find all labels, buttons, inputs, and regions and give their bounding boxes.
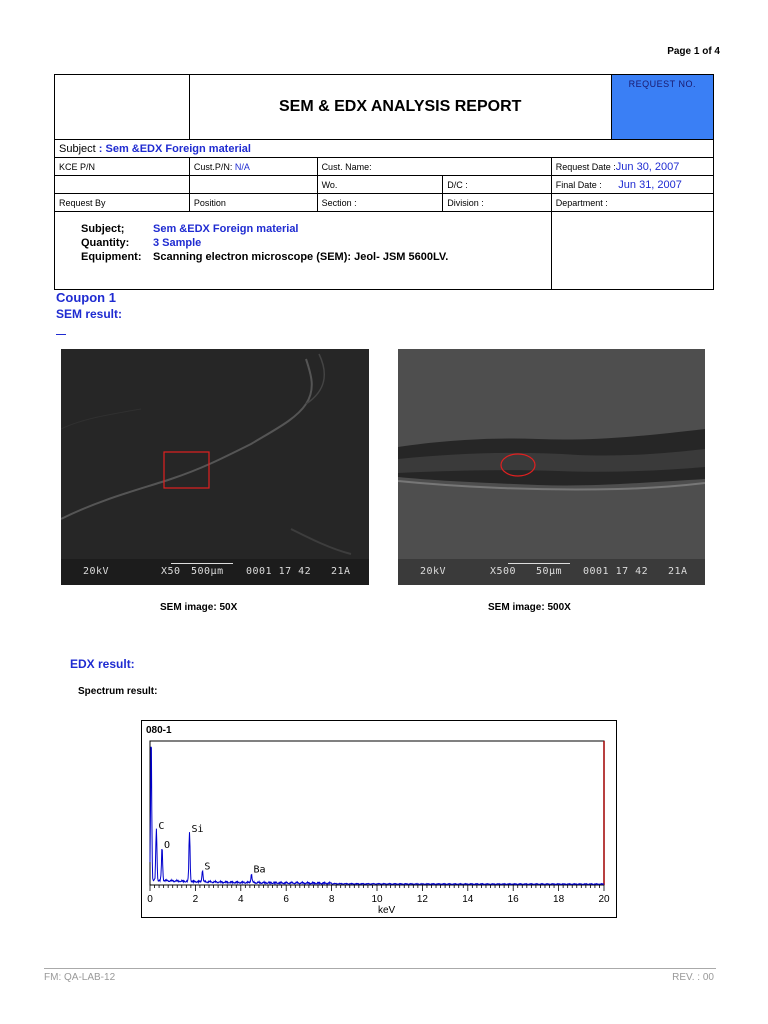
sem1-scale: 500µm	[191, 566, 224, 577]
sem-databar-2	[398, 559, 705, 585]
request-by-label: Request By	[55, 194, 190, 212]
x-tick-label: 4	[238, 894, 244, 905]
info-quantity-label: Quantity:	[81, 237, 130, 249]
section-label: Section :	[317, 194, 443, 212]
chart-xlabel: keV	[378, 905, 396, 916]
x-tick-label: 10	[371, 894, 383, 905]
peak-label-ba: Ba	[253, 864, 266, 876]
sem2-kv: 20kV	[420, 566, 447, 577]
x-tick-label: 0	[147, 894, 153, 905]
cust-pn-label: Cust.P/N:	[193, 161, 233, 172]
dc-label: D/C :	[443, 176, 551, 194]
chart-title: 080-1	[146, 725, 172, 736]
edx-spectrum-chart	[141, 720, 617, 918]
x-tick-label: 12	[416, 894, 428, 905]
final-date	[551, 176, 713, 194]
final-date-label: Final Date :	[555, 179, 602, 190]
division-label: Division :	[443, 194, 551, 212]
info-quantity-value: 3 Sample	[153, 237, 202, 249]
sem-result-label: SEM result:	[56, 307, 123, 321]
request-date-value: Jun 30, 2007	[615, 160, 680, 173]
report-title: SEM & EDX ANALYSIS REPORT	[189, 75, 611, 140]
sem-image-500x	[398, 349, 705, 585]
x-tick-label: 14	[462, 894, 474, 905]
sem2-code: 0001 17 42	[583, 566, 649, 577]
sem-caption-50x: SEM image: 50X	[160, 602, 238, 613]
request-no-label: REQUEST NO.	[611, 75, 713, 140]
request-date-label: Request Date :	[555, 161, 616, 172]
info-side-cell	[551, 212, 713, 290]
sem2-scale: 50µm	[536, 566, 563, 577]
position-label: Position	[189, 194, 317, 212]
wo-label: Wo.	[317, 176, 443, 194]
blank-cell-a	[55, 176, 190, 194]
footer-form-id: FM: QA-LAB-12	[44, 972, 116, 983]
plot-frame	[150, 741, 604, 885]
info-block	[55, 212, 552, 290]
cust-pn	[189, 158, 317, 176]
sem1-id: 21A	[331, 566, 351, 577]
logo-cell	[55, 75, 190, 140]
sem-image-500x-texture	[398, 349, 705, 559]
footer-divider	[44, 968, 716, 969]
sem2-mag: X500	[490, 566, 517, 577]
sem2-id: 21A	[668, 566, 688, 577]
info-equipment-value: Scanning electron microscope (SEM): Jeol- JSM 5600LV.	[153, 251, 449, 263]
page-number: Page 1 of 4	[667, 46, 720, 57]
subject-label: Subject	[59, 142, 96, 155]
peak-label-si: Si	[191, 824, 204, 836]
final-date-value: Jun 31, 2007	[618, 178, 682, 191]
info-equipment-label: Equipment:	[81, 251, 142, 263]
spectrum-line	[150, 747, 604, 885]
coupon-label: Coupon 1	[56, 290, 116, 305]
peak-label-o: O	[164, 839, 171, 851]
sem1-kv: 20kV	[83, 566, 110, 577]
x-tick-label: 20	[598, 894, 610, 905]
cust-name-label: Cust. Name:	[317, 158, 551, 176]
sem-image-50x-texture	[61, 349, 369, 559]
subject-row	[55, 140, 714, 158]
x-tick-label: 8	[328, 894, 335, 905]
kce-pn-label: KCE P/N	[55, 158, 190, 176]
edx-result-label: EDX result:	[70, 657, 135, 671]
blank-cell-b	[189, 176, 317, 194]
peak-label-c: C	[158, 821, 165, 833]
sem1-scalebar	[171, 563, 233, 564]
sem1-mag: X50	[161, 566, 181, 577]
sem-image-50x	[61, 349, 369, 585]
cust-pn-value: N/A	[234, 161, 250, 172]
subject-value: : Sem &EDX Foreign material	[98, 142, 251, 155]
spectrum-result-label: Spectrum result:	[78, 686, 158, 697]
request-date	[551, 158, 713, 176]
region-marker-rect	[164, 452, 209, 488]
department-label: Department :	[551, 194, 713, 212]
sem-caption-500x: SEM image: 500X	[488, 602, 571, 613]
dash-mark	[56, 334, 66, 335]
info-subject-label: Subject;	[81, 223, 125, 235]
sem-databar-1	[61, 559, 369, 585]
x-tick-label: 2	[192, 894, 199, 905]
x-tick-label: 6	[283, 894, 289, 905]
sem2-scalebar	[508, 563, 570, 564]
footer-revision: REV. : 00	[672, 972, 714, 983]
x-tick-label: 16	[507, 894, 519, 905]
x-tick-label: 18	[553, 894, 565, 905]
report-header-table	[54, 74, 714, 290]
info-subject-value: Sem &EDX Foreign material	[153, 223, 299, 235]
edx-spectrum-svg	[142, 721, 616, 917]
sem1-code: 0001 17 42	[246, 566, 312, 577]
peak-label-s: S	[204, 861, 211, 873]
